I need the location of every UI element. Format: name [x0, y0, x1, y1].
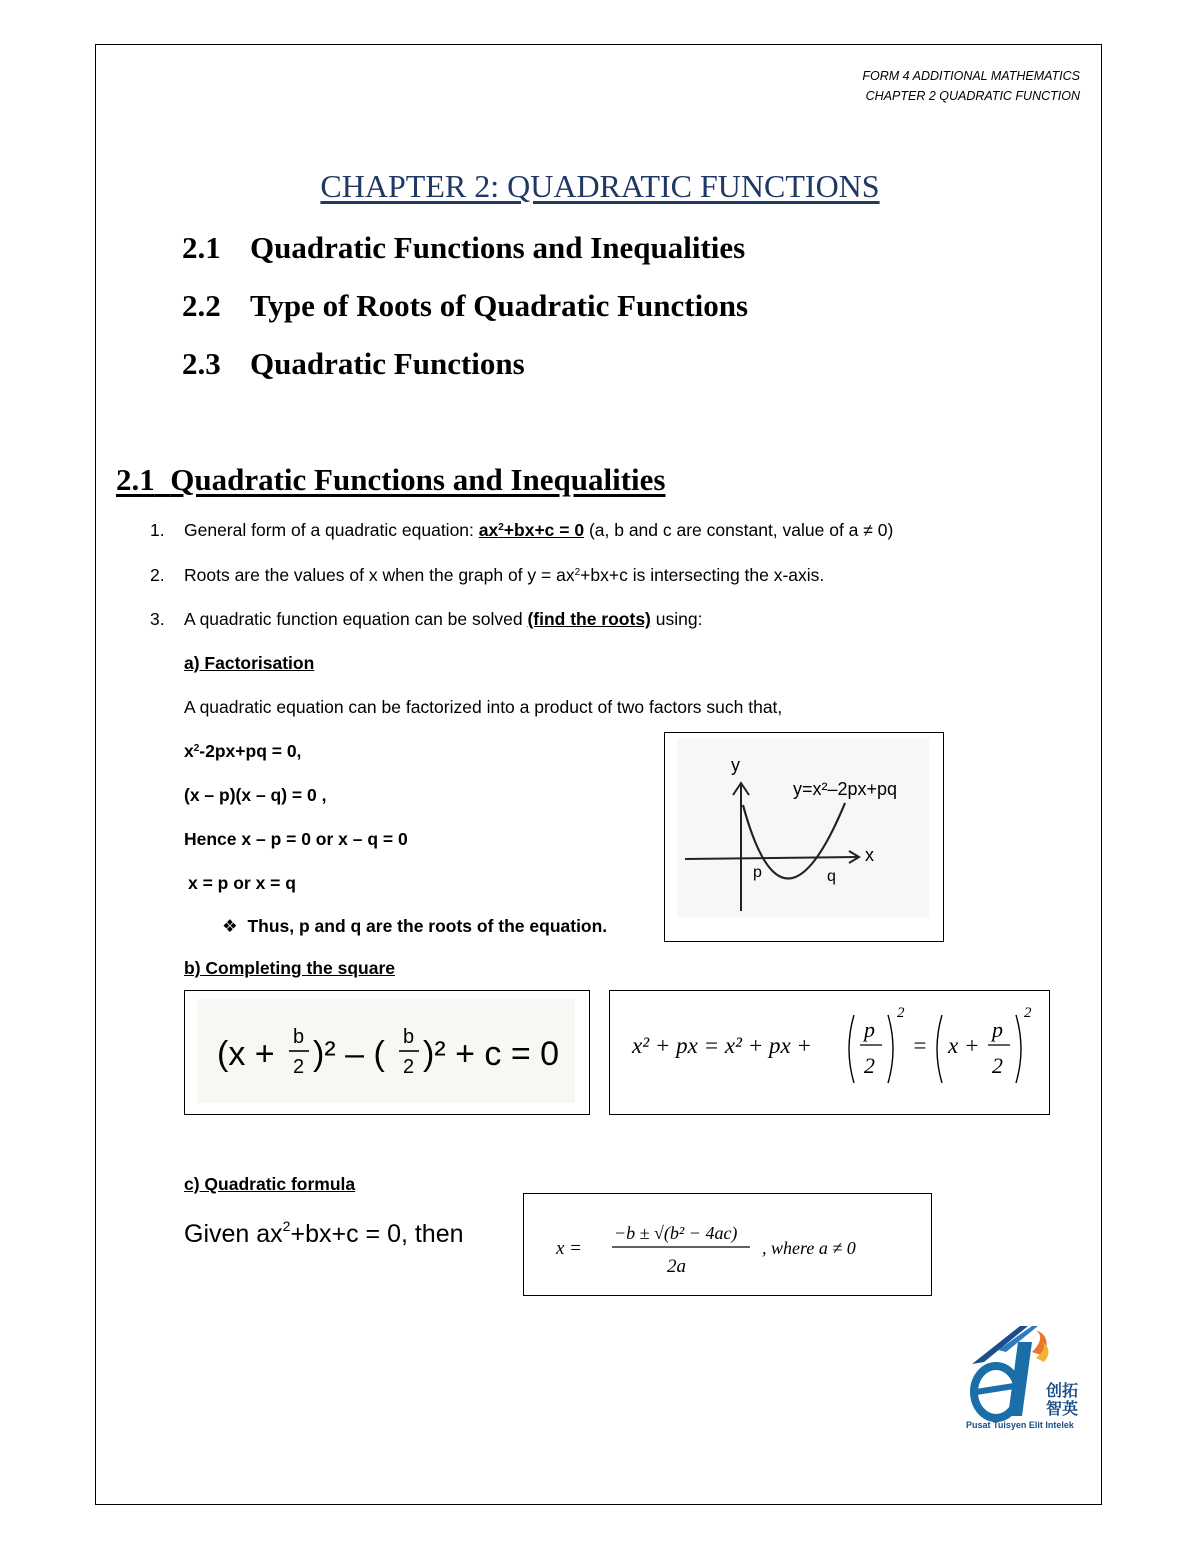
- toc-title: Quadratic Functions: [250, 346, 525, 381]
- graph-x-label: x: [865, 845, 874, 865]
- superscript: 2: [574, 567, 581, 578]
- typed-frac-num: p: [864, 1017, 875, 1042]
- logo-e-bar: [976, 1386, 1014, 1392]
- paren-left: [849, 1015, 854, 1083]
- quadratic-formula: [524, 1194, 930, 1294]
- hw-frac-num: b: [403, 1026, 415, 1048]
- list-number: 1.: [150, 520, 165, 540]
- logo-caption: Pusat Tuisyen Elit Intelek: [966, 1420, 1074, 1430]
- item-text: using:: [650, 609, 703, 629]
- graph-root-p: p: [753, 864, 762, 881]
- typed-frac-num: p: [992, 1017, 1003, 1042]
- toc-item-2: [182, 288, 748, 324]
- typed-exponent: 2: [1024, 1005, 1032, 1021]
- handwritten-formula: [185, 991, 588, 1113]
- superscript: 2: [282, 1218, 291, 1234]
- list-item-3: [150, 609, 702, 630]
- emphasis-text: (find the roots): [527, 609, 651, 629]
- toc-number: 2.3: [182, 346, 221, 381]
- superscript: 2: [193, 743, 200, 754]
- factorisation-heading: a) Factorisation: [184, 653, 315, 673]
- typed-formula: [610, 991, 1048, 1113]
- factor-equation-1: [184, 741, 301, 762]
- toc-item-3: [182, 346, 525, 382]
- toc-title: Type of Roots of Quadratic Functions: [250, 288, 749, 323]
- list-item-1: [150, 520, 893, 541]
- general-form-equation: [479, 520, 584, 540]
- factor-equation-2: (x – p)(x – q) = 0 ,: [184, 785, 327, 805]
- graph-background: [677, 739, 929, 917]
- list-number: 3.: [150, 609, 165, 629]
- graph-y-label: y: [731, 755, 740, 775]
- toc-number: 2.1: [182, 230, 221, 265]
- typed-exponent: 2: [897, 1005, 905, 1021]
- completing-square-heading: b) Completing the square: [184, 958, 395, 978]
- hw-part: (x +: [217, 1035, 275, 1073]
- section-title: Quadratic Functions and Inequalities: [170, 462, 666, 497]
- typed-frac-den: 2: [864, 1053, 875, 1078]
- graph-box: [664, 732, 944, 942]
- tuition-logo: [962, 1322, 1090, 1432]
- toc-number: 2.2: [182, 288, 221, 323]
- toc-item-1: [182, 230, 745, 266]
- factorisation-intro: A quadratic equation can be factorized into a product of two factors such that,: [184, 697, 783, 717]
- item-text: (a, b and c are constant, value of a ≠ 0): [584, 520, 894, 540]
- list-number: 2.: [150, 565, 165, 585]
- toc-title: Quadratic Functions and Inequalities: [250, 230, 746, 265]
- hw-part: )² + c = 0: [423, 1035, 560, 1073]
- hw-frac-den: 2: [403, 1056, 415, 1078]
- eq-part: ax: [478, 520, 499, 540]
- graph-root-q: q: [827, 868, 836, 885]
- factor-equation-4: x = p or x = q: [188, 873, 296, 893]
- given-part: +bx+c = 0, then: [290, 1220, 464, 1248]
- eq-part: x: [184, 741, 194, 761]
- paren-left: [937, 1015, 942, 1083]
- logo-chinese-top: 创拓: [1046, 1381, 1079, 1400]
- header-line-2: CHAPTER 2 QUADRATIC FUNCTION: [865, 89, 1080, 103]
- section-heading: [116, 462, 665, 498]
- handwritten-square-box: [184, 990, 590, 1115]
- factor-conclusion: [222, 916, 607, 937]
- hw-frac-num: b: [293, 1026, 305, 1048]
- factor-equation-3: Hence x – p = 0 or x – q = 0: [184, 829, 408, 849]
- list-item-2: [150, 565, 824, 586]
- typed-frac-den: 2: [992, 1053, 1003, 1078]
- formula-denominator: 2a: [667, 1256, 686, 1277]
- graph-curve-label: y=x²–2px+pq: [793, 779, 898, 799]
- running-header: [862, 66, 1080, 106]
- item-text: +bx+c is intersecting the x-axis.: [580, 565, 825, 585]
- header-line-1: FORM 4 ADDITIONAL MATHEMATICS: [862, 69, 1080, 83]
- conclusion-text: Thus, p and q are the roots of the equation.: [247, 916, 608, 936]
- eq-part: -2px+pq = 0,: [199, 741, 302, 761]
- paren-right: [888, 1015, 893, 1083]
- typed-lhs: x² + px = x² + px +: [632, 1033, 812, 1058]
- typed-equals: =: [912, 1033, 928, 1058]
- given-part: Given ax: [184, 1220, 283, 1248]
- given-statement: [184, 1220, 464, 1249]
- eq-part: +bx+c = 0: [503, 520, 585, 540]
- quadratic-formula-heading: c) Quadratic formula: [184, 1174, 356, 1194]
- typed-square-box: [609, 990, 1050, 1115]
- formula-condition: , where a ≠ 0: [762, 1238, 856, 1258]
- logo-graphic: [962, 1322, 1090, 1432]
- item-text: Roots are the values of x when the graph of y = ax: [184, 565, 575, 585]
- formula-numerator: −b ± √(b² − 4ac): [614, 1223, 738, 1243]
- typed-inner: x +: [948, 1033, 980, 1058]
- superscript: 2: [498, 522, 504, 533]
- parabola-graph: [665, 733, 942, 940]
- logo-chinese-bottom: 智英: [1046, 1399, 1079, 1418]
- chapter-title: CHAPTER 2: QUADRATIC FUNCTIONS: [320, 168, 880, 204]
- item-text: General form of a quadratic equation:: [184, 520, 479, 540]
- quadratic-formula-box: [523, 1193, 932, 1296]
- section-number: 2.1: [116, 462, 155, 497]
- hw-frac-den: 2: [293, 1056, 305, 1078]
- hw-part: )² – (: [313, 1035, 385, 1073]
- item-text: A quadratic function equation can be solved: [184, 609, 528, 629]
- formula-x: x =: [556, 1238, 583, 1259]
- paren-right: [1016, 1015, 1021, 1083]
- bullet-icon: ❖: [222, 916, 238, 936]
